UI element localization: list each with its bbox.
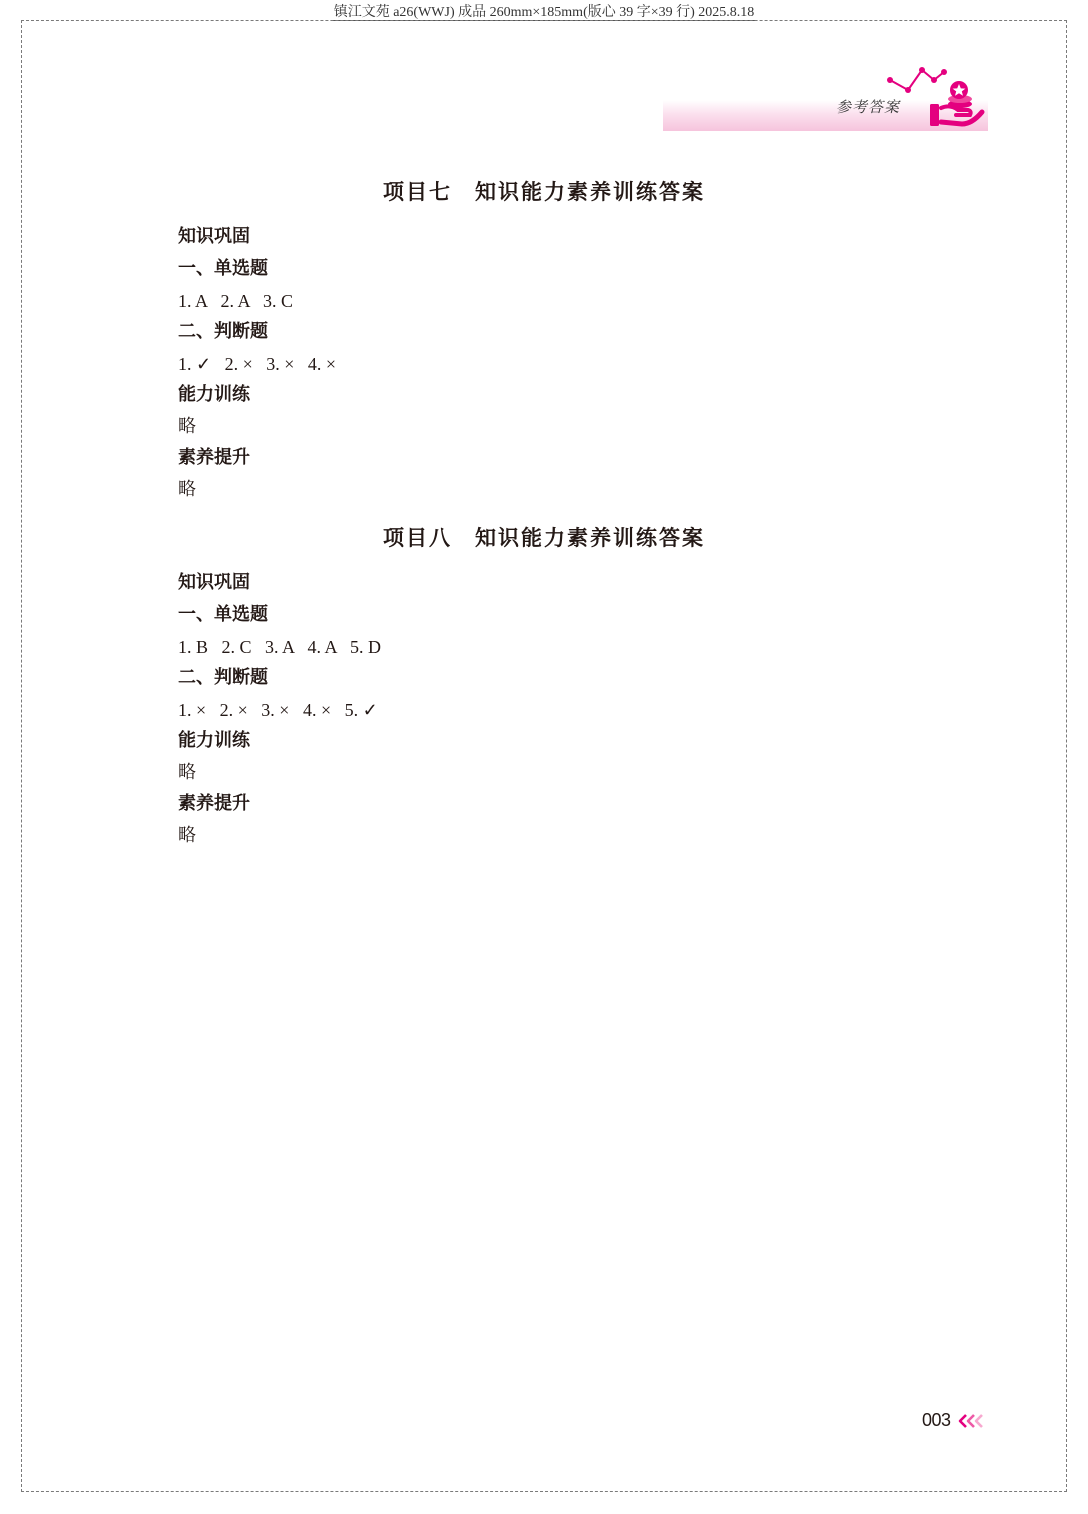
true-false-answers: 1. × 2. × 3. × 4. × 5. ✓ [178,700,378,720]
heading-single-choice: 一、单选题 [178,604,268,625]
coin-hand-icon [928,80,986,130]
heading-literacy: 素养提升 [178,793,250,814]
ability-answer: 略 [178,762,196,783]
heading-knowledge: 知识巩固 [178,226,250,247]
header-label: 参考答案 [836,98,901,116]
section-title: 项目七 知识能力素养训练答案 [383,180,705,204]
section-title: 项目八 知识能力素养训练答案 [383,526,705,550]
true-false-answers: 1. ✓ 2. × 3. × 4. × [178,354,337,374]
literacy-answer: 略 [178,479,196,500]
page-number: 003 [922,1410,951,1430]
literacy-answer: 略 [178,825,196,846]
double-chevron-left-icon [958,1413,986,1429]
heading-single-choice: 一、单选题 [178,258,268,279]
heading-ability: 能力训练 [178,730,250,751]
heading-knowledge: 知识巩固 [178,572,250,593]
heading-true-false: 二、判断题 [178,667,268,688]
heading-literacy: 素养提升 [178,447,250,468]
ability-answer: 略 [178,416,196,437]
print-info-text: 镇江文苑 a26(WWJ) 成品 260mm×185mm(版心 39 字×39 行) 2025.8.18 [333,5,755,20]
single-choice-answers: 1. A 2. A 3. C [178,291,294,311]
heading-ability: 能力训练 [178,384,250,405]
single-choice-answers: 1. B 2. C 3. A 4. A 5. D [178,637,382,657]
heading-true-false: 二、判断题 [178,321,268,342]
